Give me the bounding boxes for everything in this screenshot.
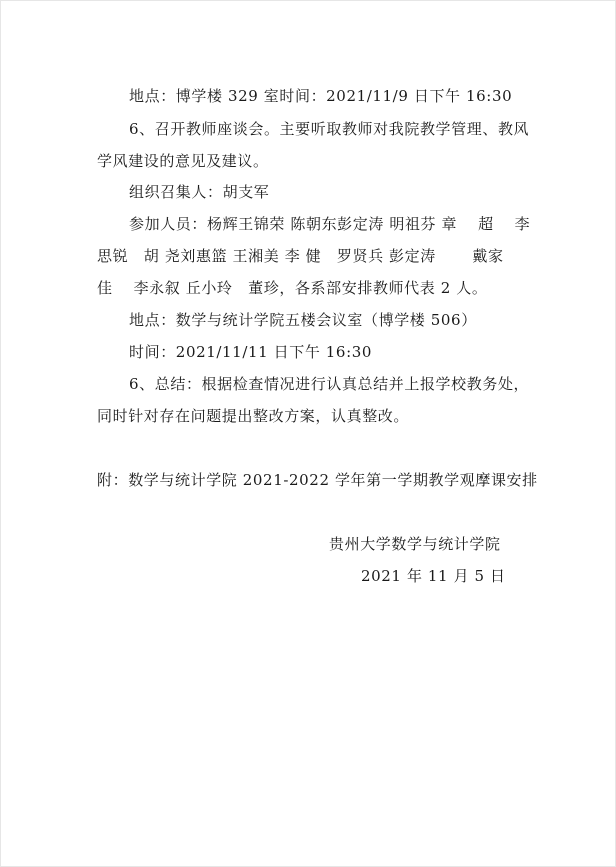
time-line-2: 时间：2021/11/11 日下午 16:30 <box>129 343 373 361</box>
item6-line-2: 学风建设的意见及建议。 <box>97 152 269 170</box>
participants-line-1: 参加人员：杨辉王锦荣 陈朝东彭定涛 明祖芬 章 超 李 <box>129 215 531 233</box>
signature-organization: 贵州大学数学与统计学院 <box>329 535 501 553</box>
summary-line-2: 同时针对存在问题提出整改方案，认真整改。 <box>97 407 410 425</box>
location-time-line: 地点：博学楼 329 室时间：2021/11/9 日下午 16:30 <box>129 87 513 105</box>
organizer-line: 组织召集人：胡支军 <box>129 183 270 201</box>
signature-date: 2021 年 11 月 5 日 <box>361 567 506 585</box>
summary-line-1: 6、总结：根据检查情况进行认真总结并上报学校教务处， <box>129 375 530 393</box>
attachment-line: 附：数学与统计学院 2021-2022 学年第一学期教学观摩课安排 <box>97 471 538 489</box>
participants-line-2: 思锐 胡 尧刘惠篮 王湘美 李 健 罗贤兵 彭定涛 戴家 <box>97 247 504 265</box>
location-line-2: 地点：数学与统计学院五楼会议室（博学楼 506） <box>129 311 477 329</box>
item6-line-1: 6、召开教师座谈会。主要听取教师对我院教学管理、教风 <box>129 120 530 138</box>
participants-line-3: 佳 李永叙 丘小玲 董珍，各系部安排教师代表 2 人。 <box>97 279 488 297</box>
